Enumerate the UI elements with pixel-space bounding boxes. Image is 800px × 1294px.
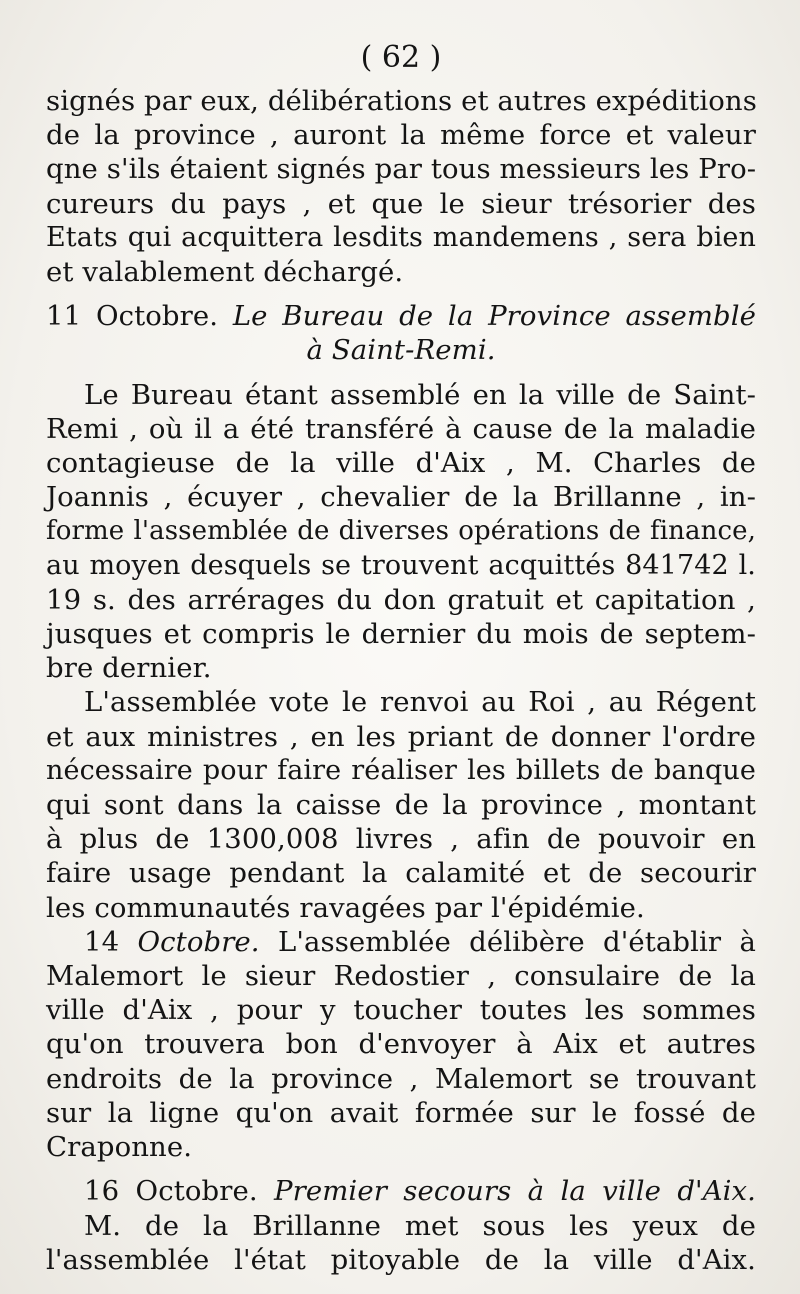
paragraph-bureau <box>46 378 756 686</box>
entry-date: 16 Octobre. <box>84 1175 258 1208</box>
text-line: jusques et compris le dernier du mois de septem- <box>46 618 756 651</box>
text-line: qne s'ils étaient signés par tous messieurs les Pro- <box>46 153 757 186</box>
text-line: de la province , auront la même force et valeur <box>46 119 756 152</box>
entry-month: Octobre. <box>137 925 260 958</box>
text-line: ville d'Aix , pour y toucher toutes les sommes <box>46 994 756 1027</box>
entry-title: Le Bureau de la Province assemblé <box>232 300 756 333</box>
entry-heading-line <box>46 925 756 959</box>
entry-16-october <box>46 1174 756 1277</box>
text-line: M. de la Brillanne met sous les yeux de <box>84 1209 756 1242</box>
entry-text: L'assemblée délibère d'établir à <box>277 925 756 958</box>
page-number: ( 62 ) <box>360 40 442 75</box>
text-line: qui sont dans la caisse de la province , montant <box>46 789 756 822</box>
text-line: qu'on trouvera bon d'envoyer à Aix et autres <box>46 1028 756 1061</box>
text-line: faire usage pendant la calamité et de secourir <box>46 857 756 890</box>
text-line: 19 s. des arrérages du don gratuit et capitation , <box>46 583 756 616</box>
text-line: signés par eux, délibérations et autres expéditions <box>46 85 757 117</box>
entry-day: 14 <box>84 925 120 958</box>
text-line: bre dernier. <box>46 652 212 685</box>
text-line: endroits de la province , Malemort se trouvant <box>46 1062 756 1095</box>
text-line: Joannis , écuyer , chevalier de la Brillanne , in- <box>46 481 756 514</box>
text-line: et aux ministres , en les priant de donner l'ordre <box>46 720 756 753</box>
paragraph-assemblee-vote <box>46 685 756 924</box>
text-line: forme l'assemblée de diverses opérations de finance, <box>46 516 756 547</box>
text-line: L'assemblée vote le renvoi au Roi , au Régent <box>84 686 756 719</box>
entry-title: Premier secours à la ville d'Aix. <box>274 1175 756 1208</box>
text-line: les communautés ravagées par l'épidémie. <box>46 891 645 924</box>
entry-heading-line <box>46 1174 756 1208</box>
entry-heading-11-october <box>46 299 756 367</box>
text-line: à plus de 1300,008 livres , afin de pouvoir en <box>46 823 756 856</box>
text-line: cureurs du pays , et que le sieur trésorier des <box>46 187 756 220</box>
text-line: Remi , où il a été transféré à cause de la maladie <box>46 412 756 445</box>
text-line: au moyen desquels se trouvent acquittés 841742 l. <box>46 549 756 581</box>
entry-heading-line <box>46 299 756 333</box>
text-line: Malemort le sieur Redostier , consulaire de la <box>46 960 756 993</box>
text-line: Etats qui acquittera lesdits mandemens , sera bien <box>46 221 756 253</box>
entry-14-october <box>46 925 756 1164</box>
text-line: contagieuse de la ville d'Aix , M. Charles de <box>46 447 756 480</box>
text-line: Le Bureau étant assemblé en la ville de Saint- <box>84 378 756 411</box>
text-line: et valablement déchargé. <box>46 256 404 289</box>
paragraph-continuation <box>46 84 756 289</box>
text-line: sur la ligne qu'on avait formée sur le fossé de <box>46 1096 756 1129</box>
text-line: l'assemblée l'état pitoyable de la ville d'Aix. <box>46 1243 756 1276</box>
text-line: nécessaire pour faire réaliser les billets de banque <box>46 754 756 786</box>
entry-date: 11 Octobre. <box>46 300 219 333</box>
entry-title-continued: à Saint-Remi. <box>306 334 496 367</box>
text-line: Craponne. <box>46 1131 193 1164</box>
